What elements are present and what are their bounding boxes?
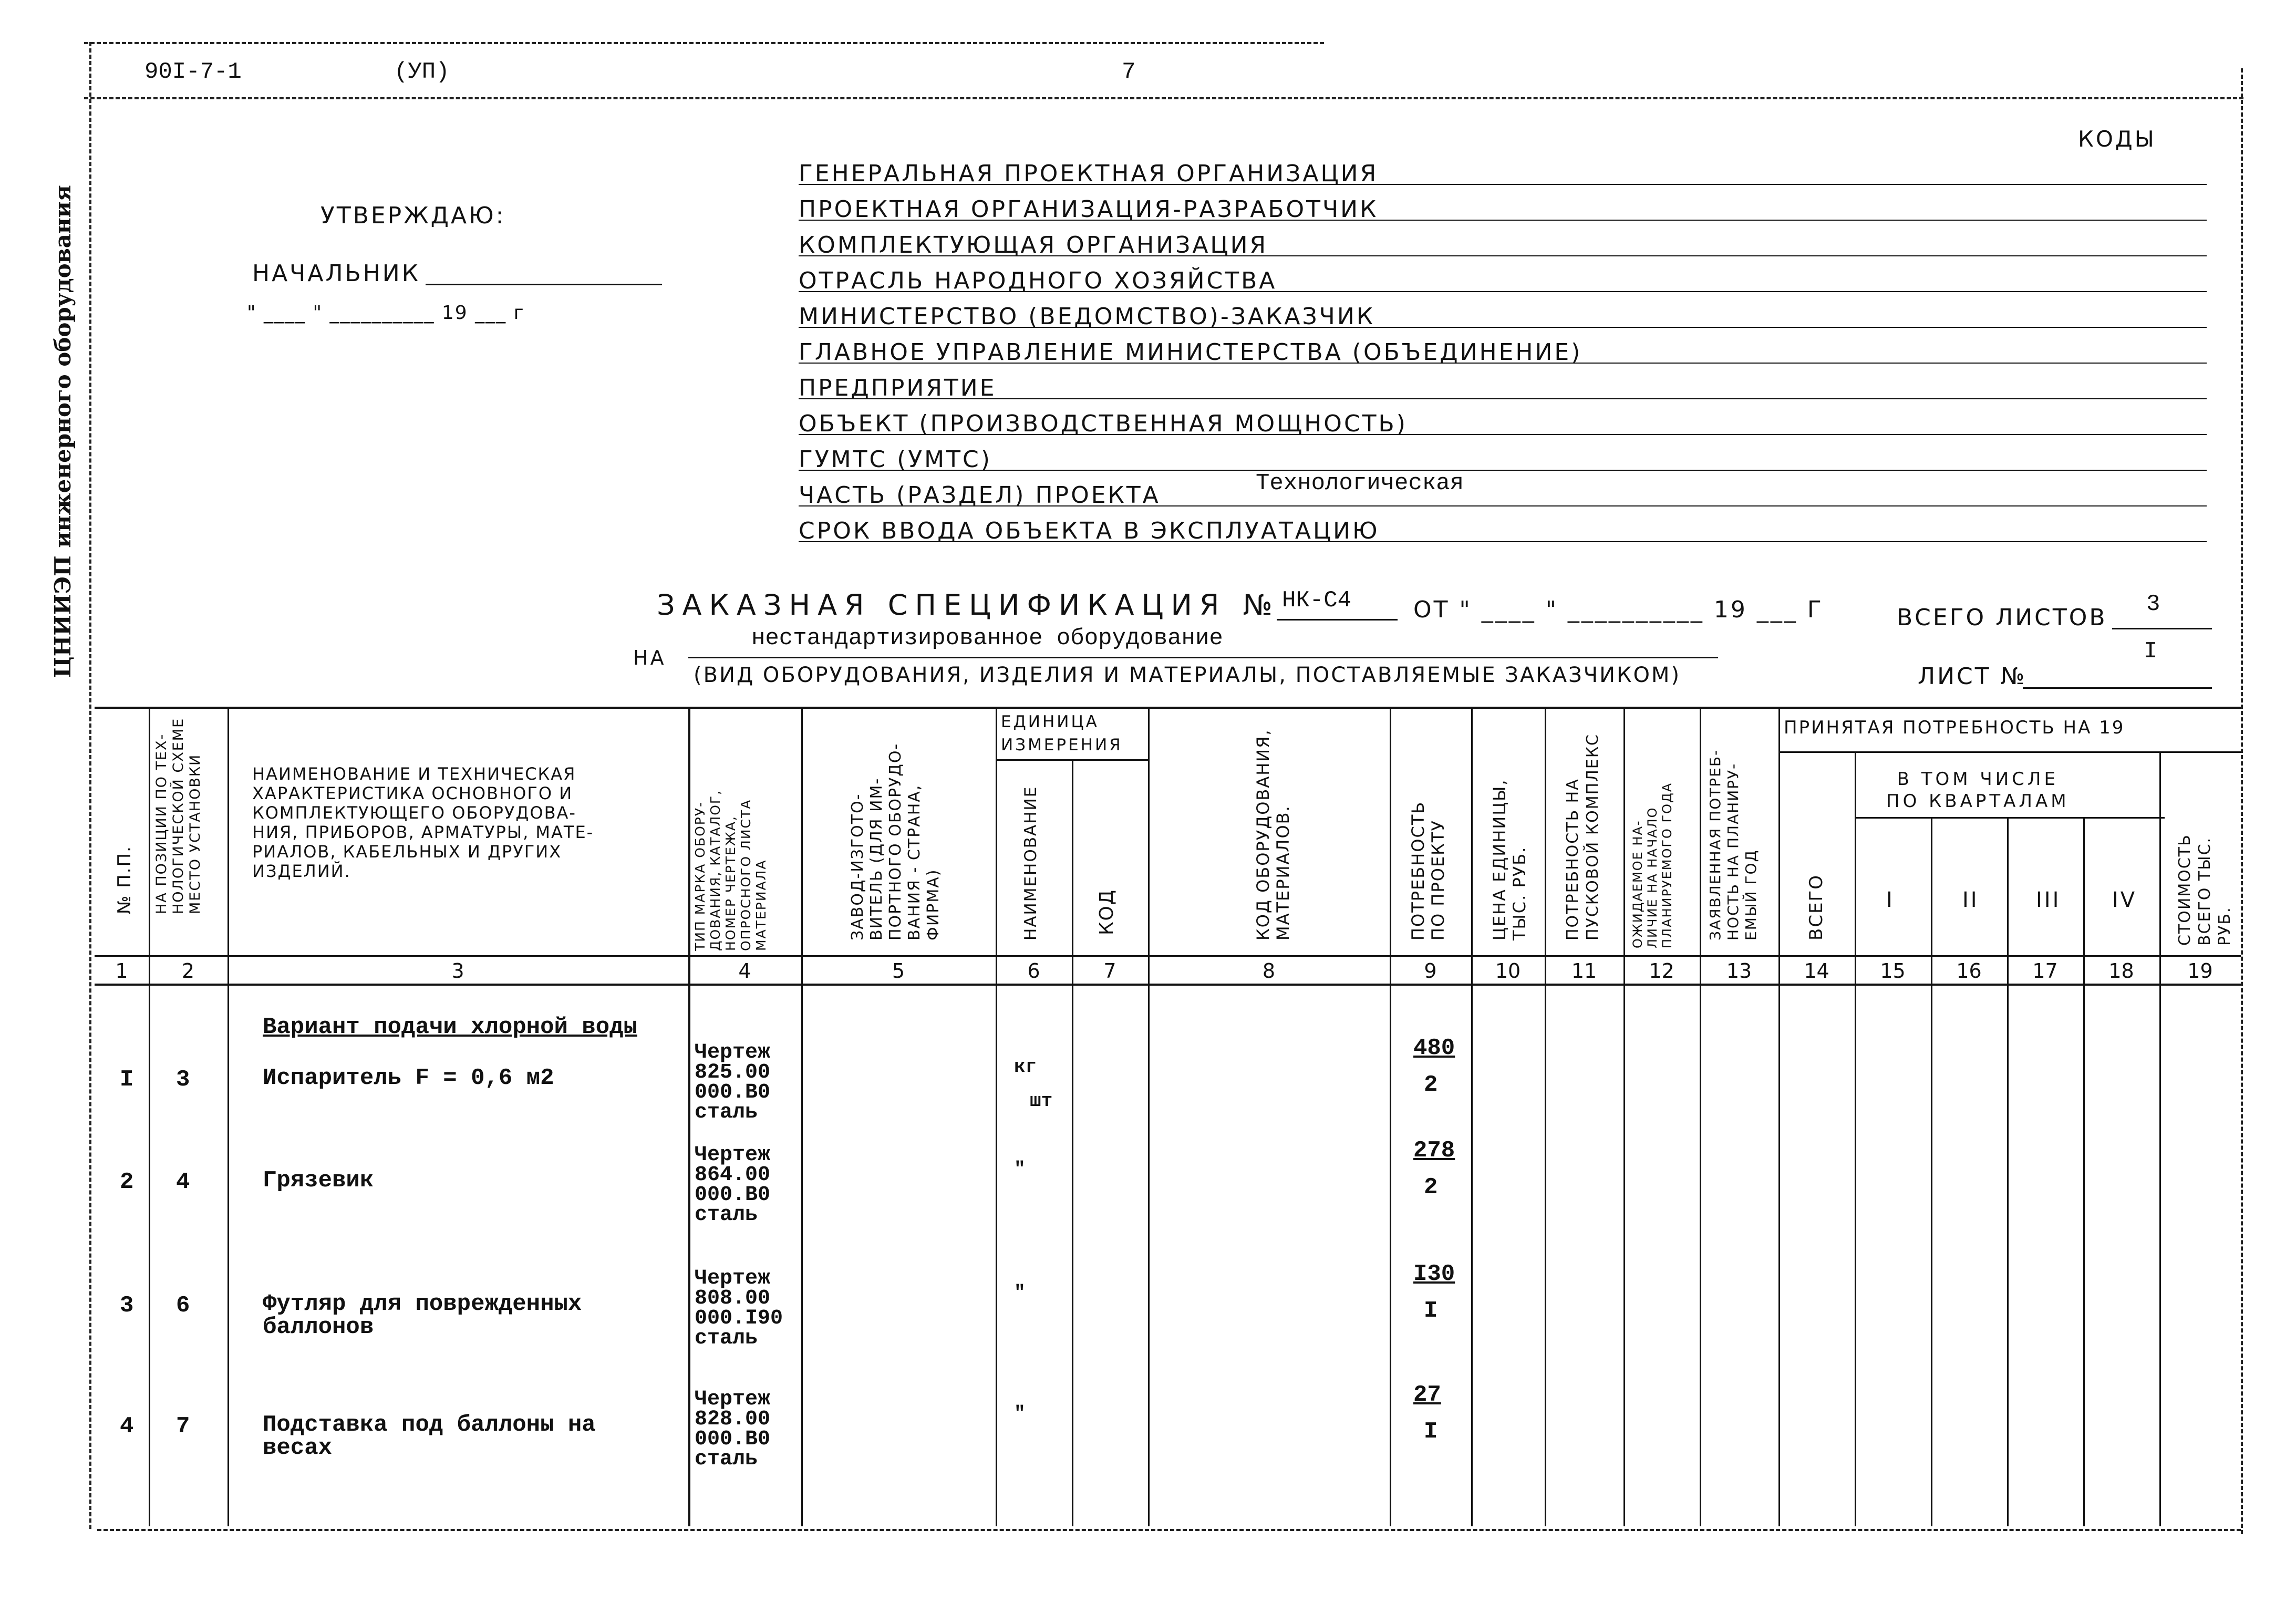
side-stamp: ЦНИИЭП инженерного оборудования bbox=[50, 185, 76, 678]
column-number: 10 bbox=[1495, 959, 1521, 983]
col-header-accepted: ПРИНЯТАЯ ПОТРЕБНОСТЬ НА 19 bbox=[1784, 717, 2125, 738]
org-field-line bbox=[799, 220, 2207, 221]
org-field-line bbox=[799, 327, 2207, 328]
row-need-count: 2 bbox=[1424, 1072, 1438, 1098]
col-header-unit-group: ЕДИНИЦА ИЗМЕРЕНИЯ bbox=[1001, 712, 1123, 754]
row-unit: " bbox=[1014, 1159, 1026, 1180]
row-name: Испаритель F = 0,6 м2 bbox=[263, 1065, 554, 1091]
col-header-need: ПОТРЕБНОСТЬ ПО ПРОЕКТУ bbox=[1408, 801, 1448, 940]
codes-label: КОДЫ bbox=[2078, 126, 2156, 152]
column-number: 15 bbox=[1880, 959, 1906, 983]
row-name: Грязевик bbox=[263, 1167, 374, 1194]
org-field-label: ГЕНЕРАЛЬНАЯ ПРОЕКТНАЯ ОРГАНИЗАЦИЯ bbox=[799, 160, 1379, 187]
row-drawing: Чертеж 825.00 000.В0 сталь bbox=[695, 1041, 771, 1124]
variant-title: Вариант подачи хлорной воды bbox=[263, 1014, 637, 1040]
chief-label: НАЧАЛЬНИК bbox=[252, 260, 420, 287]
row-number: I bbox=[120, 1067, 134, 1093]
col-header-name: НАИМЕНОВАНИЕ И ТЕХНИЧЕСКАЯ ХАРАКТЕРИСТИКА ОСНОВНОГО И КОМПЛЕКТУЮЩЕГО ОБОРУДОВА- НИЯ, ПРИБОРОВ, АРМАТУРЫ, МАТЕ- РИАЛОВ, КАБЕЛЬНЫХ И ДРУГИХ ИЗДЕЛИЙ. bbox=[252, 764, 594, 881]
column-number: 14 bbox=[1804, 959, 1829, 983]
org-field-line bbox=[799, 398, 2207, 399]
row-number: 4 bbox=[120, 1413, 134, 1440]
col-header-equip-code: КОД ОБОРУДОВАНИЯ, МАТЕРИАЛОВ. bbox=[1253, 729, 1293, 940]
org-field-label: МИНИСТЕРСТВО (ВЕДОМСТВО)-ЗАКАЗЧИК bbox=[799, 303, 1375, 330]
org-field-line bbox=[799, 434, 2207, 435]
spec-subject: нестандартизированное оборудование bbox=[751, 625, 1223, 652]
row-unit: кг bbox=[1014, 1056, 1037, 1078]
column-number: 7 bbox=[1103, 959, 1116, 983]
row-position: 3 bbox=[176, 1067, 190, 1093]
org-field-label: ОБЪЕКТ (ПРОИЗВОДСТВЕННАЯ МОЩНОСТЬ) bbox=[799, 410, 1408, 437]
row-unit: " bbox=[1014, 1403, 1026, 1424]
col-header-total: ВСЕГО bbox=[1806, 874, 1827, 940]
total-sheets-value: 3 bbox=[2146, 591, 2160, 617]
org-field-line bbox=[799, 291, 2207, 292]
org-field-label: ОТРАСЛЬ НАРОДНОГО ХОЗЯЙСТВА bbox=[799, 267, 1277, 294]
org-field-label: КОМПЛЕКТУЮЩАЯ ОРГАНИЗАЦИЯ bbox=[799, 232, 1268, 259]
col-header-no: № П.П. bbox=[114, 845, 135, 914]
column-number: 19 bbox=[2187, 959, 2213, 983]
row-need: 480 bbox=[1413, 1035, 1455, 1061]
col-header-claimed: ЗАЯВЛЕННАЯ ПОТРЕБ- НОСТЬ НА ПЛАНИРУ- ЕМЫЙ ГОД bbox=[1707, 749, 1760, 940]
row-need: 27 bbox=[1413, 1382, 1441, 1408]
row-name: Футляр для поврежденных баллонов bbox=[263, 1291, 582, 1340]
column-number: 5 bbox=[892, 959, 905, 983]
row-need: I30 bbox=[1413, 1261, 1455, 1287]
col-header-expected: ОЖИДАЕМОЕ НА- ЛИЧИЕ НА НАЧАЛО ПЛАНИРУЕМОГО ГОДА bbox=[1630, 782, 1674, 948]
column-number: 6 bbox=[1027, 959, 1040, 983]
spec-subject-note: (ВИД ОБОРУДОВАНИЯ, ИЗДЕЛИЯ И МАТЕРИАЛЫ, ПОСТАВЛЯЕМЫЕ ЗАКАЗЧИКОМ) bbox=[694, 663, 1681, 687]
col-header-q2: II bbox=[1962, 888, 1979, 912]
total-sheets-label: ВСЕГО ЛИСТОВ bbox=[1897, 604, 2107, 631]
row-position: 6 bbox=[176, 1293, 190, 1319]
org-field-label: ГУМТС (УМТС) bbox=[799, 446, 992, 473]
col-header-maker: ЗАВОД-ИЗГОТО- ВИТЕЛЬ (ДЛЯ ИМ- ПОРТНОГО ОБОРУДО- ВАНИЯ - СТРАНА, ФИРМА) bbox=[849, 742, 943, 940]
spec-title: ЗАКАЗНАЯ СПЕЦИФИКАЦИЯ № bbox=[657, 588, 1280, 622]
column-number: 9 bbox=[1424, 959, 1437, 983]
row-number: 3 bbox=[120, 1293, 134, 1319]
column-number: 11 bbox=[1571, 959, 1597, 983]
col-header-startup: ПОТРЕБНОСТЬ НА ПУСКОВОЙ КОМПЛЕКС bbox=[1564, 733, 1602, 940]
col-header-quarters: В ТОМ ЧИСЛЕ ПО КВАРТАЛАМ bbox=[1886, 769, 2070, 812]
sheet-label: ЛИСТ № bbox=[1918, 663, 2027, 690]
col-header-cost: СТОИМОСТЬ ВСЕГО ТЫС. РУБ. bbox=[2176, 834, 2234, 946]
column-number: 1 bbox=[115, 959, 128, 983]
column-number: 12 bbox=[1649, 959, 1674, 983]
row-position: 7 bbox=[176, 1413, 190, 1440]
spec-from: ОТ " ____ " __________ 19 ___ Г bbox=[1413, 596, 1824, 623]
album-number: (УП) bbox=[394, 59, 450, 85]
row-name: Подставка под баллоны на весах bbox=[263, 1412, 596, 1461]
org-field-label: ГЛАВНОЕ УПРАВЛЕНИЕ МИНИСТЕРСТВА (ОБЪЕДИНЕНИЕ) bbox=[799, 339, 1583, 366]
org-field-label: СРОК ВВОДА ОБЪЕКТА В ЭКСПЛУАТАЦИЮ bbox=[799, 518, 1380, 544]
col-header-price: ЦЕНА ЕДИНИЦЫ, ТЫС. РУБ. bbox=[1490, 779, 1529, 940]
column-number: 4 bbox=[738, 959, 751, 983]
row-drawing: Чертеж 864.00 000.В0 сталь bbox=[695, 1143, 771, 1227]
row-number: 2 bbox=[120, 1169, 134, 1195]
org-field-line bbox=[799, 255, 2207, 256]
row-need: 278 bbox=[1413, 1138, 1455, 1164]
spec-number: НК-С4 bbox=[1282, 587, 1352, 614]
org-field-line bbox=[799, 505, 2207, 506]
org-field-line bbox=[799, 470, 2207, 471]
row-need-count: I bbox=[1424, 1419, 1438, 1445]
column-number: 17 bbox=[2032, 959, 2058, 983]
column-number: 2 bbox=[181, 959, 195, 983]
sheet-number: I bbox=[2144, 638, 2158, 665]
org-field-line bbox=[799, 184, 2207, 185]
col-header-type: ТИП МАРКА ОБОРУ- ДОВАНИЯ, КАТАЛОГ, НОМЕР ЧЕРТЕЖА, ОПРОСНОГО ЛИСТА МАТЕРИАЛА bbox=[692, 789, 769, 951]
org-field-line bbox=[799, 363, 2207, 364]
row-unit: " bbox=[1014, 1282, 1026, 1304]
org-field-line bbox=[799, 541, 2207, 542]
col-header-unit-code: КОД bbox=[1096, 888, 1118, 935]
approve-label: УТВЕРЖДАЮ: bbox=[320, 202, 506, 229]
row-drawing: Чертеж 828.00 000.В0 сталь bbox=[695, 1388, 771, 1471]
row-unit-secondary: шт bbox=[1030, 1090, 1053, 1112]
column-number: 8 bbox=[1262, 959, 1276, 983]
org-field-label: ПРЕДПРИЯТИЕ bbox=[799, 375, 997, 401]
col-header-q3: III bbox=[2036, 888, 2061, 912]
org-field-label: ЧАСТЬ (РАЗДЕЛ) ПРОЕКТА bbox=[799, 482, 1161, 509]
col-header-q4: IV bbox=[2112, 888, 2137, 912]
row-position: 4 bbox=[176, 1169, 190, 1195]
column-number: 18 bbox=[2108, 959, 2134, 983]
row-drawing: Чертеж 808.00 000.I90 сталь bbox=[695, 1267, 783, 1350]
col-header-position: НА ПОЗИЦИИ ПО ТЕХ- НОЛОГИЧЕСКОЙ СХЕМЕ МЕСТО УСТАНОВКИ bbox=[153, 717, 203, 914]
org-field-label: ПРОЕКТНАЯ ОРГАНИЗАЦИЯ-РАЗРАБОТЧИК bbox=[799, 196, 1379, 223]
row-need-count: 2 bbox=[1424, 1174, 1438, 1201]
col-header-unit-name: НАИМЕНОВАНИЕ bbox=[1021, 785, 1040, 940]
column-number: 3 bbox=[451, 959, 464, 983]
column-number: 16 bbox=[1956, 959, 1982, 983]
column-number: 13 bbox=[1726, 959, 1752, 983]
doc-code: 90I-7-1 bbox=[144, 59, 242, 85]
on-label: НА bbox=[633, 646, 666, 669]
org-field-value: Технологическая bbox=[1256, 470, 1464, 497]
approval-date: " ____ " __________ 19 ___ г bbox=[247, 302, 525, 324]
page-number: 7 bbox=[1122, 59, 1136, 85]
row-need-count: I bbox=[1424, 1298, 1438, 1324]
col-header-q1: I bbox=[1886, 888, 1895, 912]
